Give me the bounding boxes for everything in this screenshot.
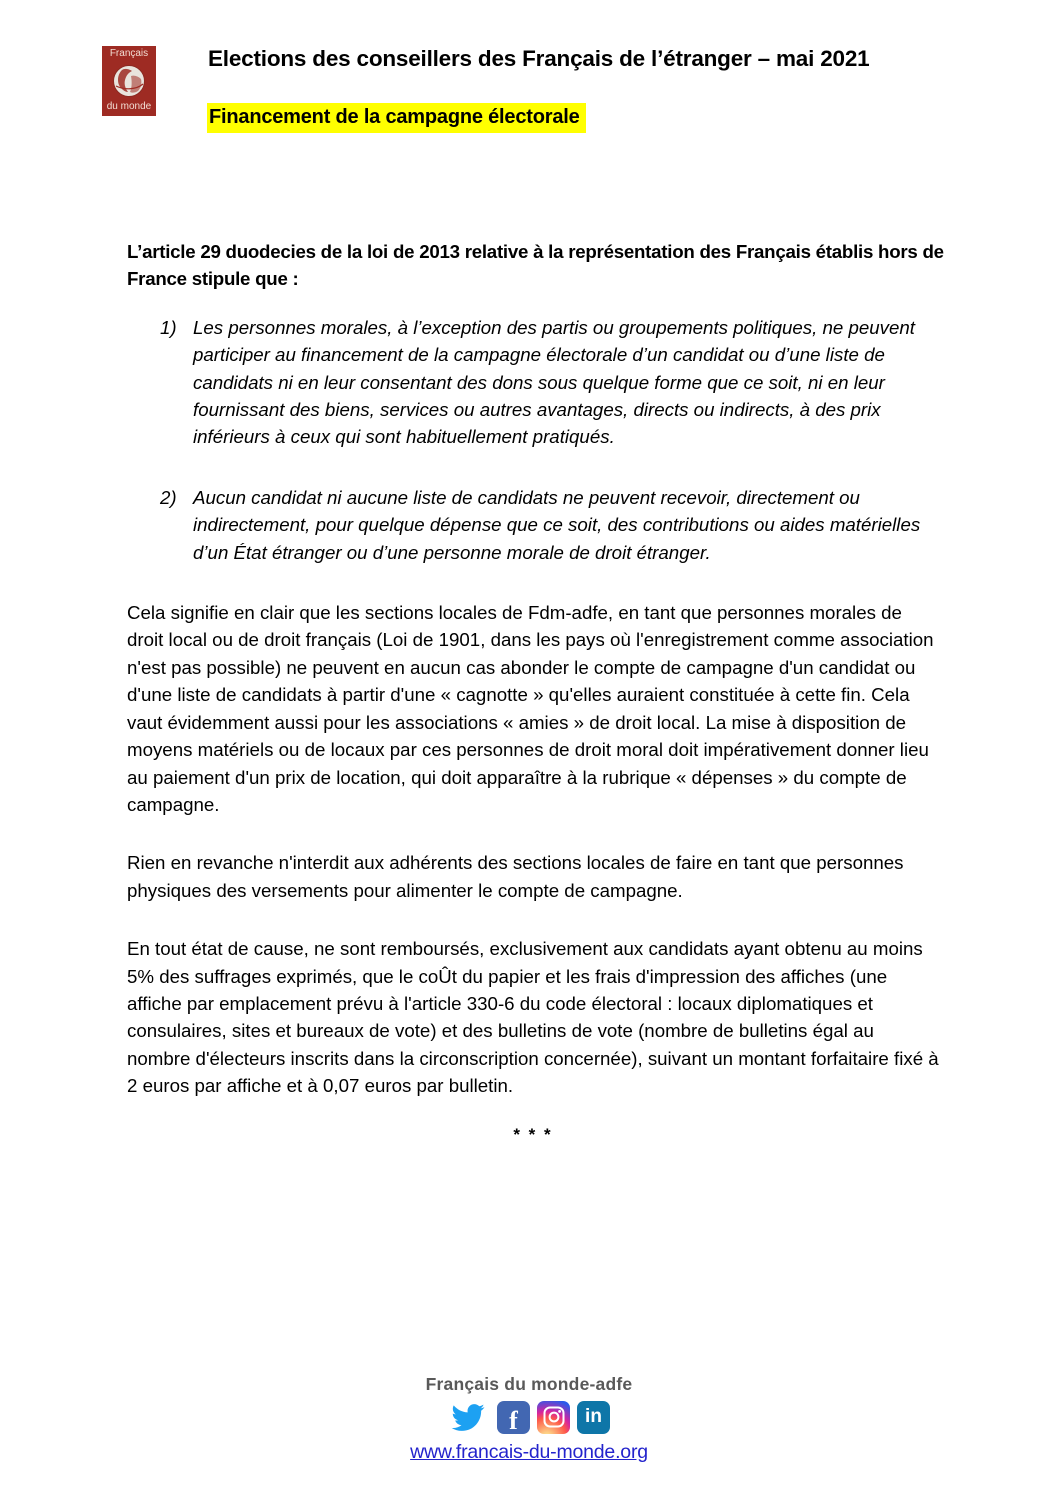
- body-paragraph: En tout état de cause, ne sont remboursés, exclusivement aux candidats ayant obtenu au moins 5% des suffrages exprimés, que le coÛt du papier et les frais d'impression des affiches (une affiche par emplacement prévu à l'article 330-6 du code électoral : locaux diplomatiques et consulaires, sites et bureaux de vote) et des bulletins de vote (nombre de bulletins égal au nombre d'électeurs inscrits dans la circonscription concernée), suivant un montant forfaitaire fixé à 2 euros par affiche et à 0,07 euros par bulletin.: [127, 938, 939, 1097]
- body-paragraph: Rien en revanche n'interdit aux adhérents des sections locales de faire en tant que personnes physiques des versements pour alimenter le compte de campagne.: [127, 852, 904, 901]
- linkedin-icon[interactable]: in: [577, 1401, 610, 1434]
- social-icons-row: [0, 1399, 1058, 1435]
- logo-text-top: Français: [109, 48, 149, 59]
- law-list: [160, 314, 939, 566]
- francais-du-monde-logo: [102, 46, 156, 116]
- list-item-marker: 1): [160, 316, 177, 338]
- website-link[interactable]: www.francais-du-monde.org: [410, 1441, 648, 1463]
- asterisk-separator: * * *: [513, 1124, 553, 1144]
- list-item-text: Les personnes morales, à l’exception des partis ou groupements politiques, ne peuvent participer au financement de la campagne électorale d’un candidat ou d’une liste de candidats ni en leur consentant des dons sous quelque forme que ce soit, ni en leur fournissant des biens, services ou autres avantages, directs ou indirects, à des prix inférieurs à ceux qui sont habituellement pratiqués.: [193, 316, 915, 448]
- twitter-icon[interactable]: [448, 1400, 490, 1434]
- instagram-icon[interactable]: [537, 1401, 570, 1434]
- footer-link-row: [0, 1441, 1058, 1464]
- list-item: [160, 314, 939, 451]
- logo-text-bottom: du monde: [106, 101, 152, 112]
- facebook-icon[interactable]: f: [497, 1401, 530, 1434]
- page-title: Elections des conseillers des Français de l’étranger – mai 2021: [208, 46, 870, 71]
- document-body: [127, 238, 944, 1148]
- body-paragraph: Cela signifie en clair que les sections locales de Fdm-adfe, en tant que personnes morales de droit local ou de droit français (Loi de 1901, dans les pays où l'enregistrement comme association n'est pas possible) ne peuvent en aucun cas abonder le compte de campagne d'un candidat ou d'une liste de candidats à partir d'une « cagnotte » qu'elles auraient constituée à cette fin. Cela vaut évidemment aussi pour les associations « amies » de droit local. La mise à disposition de moyens matériels ou de locaux par ces personnes de droit moral doit impérativement donner lieu au paiement d'un prix de location, qui doit apparaître à la rubrique « dépenses » du compte de campagne.: [127, 602, 934, 815]
- list-item-marker: 2): [160, 486, 177, 508]
- intro-paragraph: L’article 29 duodecies de la loi de 2013 relative à la représentation des Français établis hors de France stipule que :: [127, 241, 944, 290]
- footer-org-name: Français du monde-adfe: [425, 1374, 633, 1394]
- list-item: [160, 484, 939, 566]
- page-subtitle-highlighted: Financement de la campagne électorale: [207, 103, 586, 133]
- document-footer: [0, 1374, 1058, 1464]
- list-item-text: Aucun candidat ni aucune liste de candidats ne peuvent recevoir, directement ou indirectement, pour quelque dépense que ce soit, des contributions ou aides matérielles d’un État étranger ou d’une personne morale de droit étranger.: [193, 486, 921, 563]
- subtitle-wrap: [207, 103, 586, 133]
- globe-icon: [112, 64, 146, 98]
